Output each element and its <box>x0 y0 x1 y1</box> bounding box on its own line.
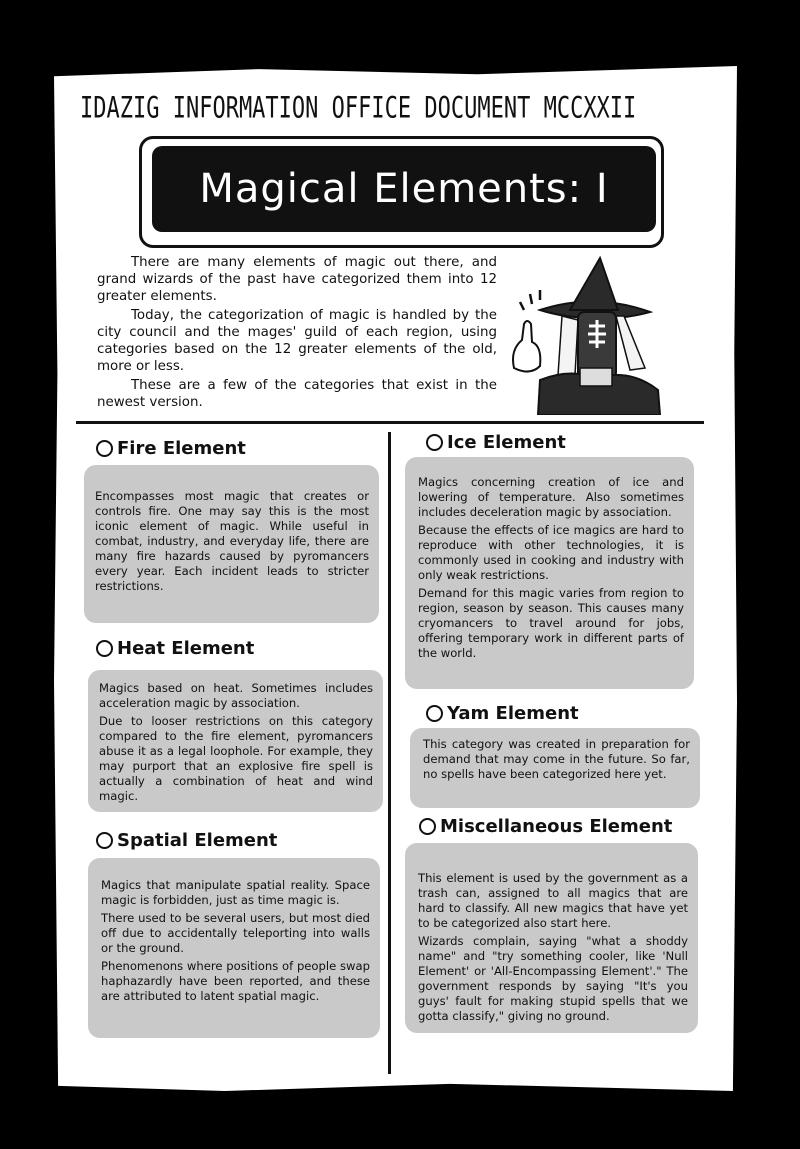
heat-section-box <box>88 670 383 812</box>
spatial-paragraph-2: There used to be several users, but most died off due to accidentally teleporting into walls or the ground. <box>101 911 370 955</box>
spatial-paragraph-3: Phenomenons where positions of people swap haphazardly have been reported, and these are attributed to latent spatial magic. <box>101 959 370 1003</box>
misc-paragraph-1: This element is used by the government as a trash can, assigned to all magics that are hard to classify. All new magics that have yet to be categorized also start here. <box>418 871 688 930</box>
yam-section-heading <box>426 703 579 724</box>
bullet-circle-icon <box>426 434 443 451</box>
fire-section-heading <box>96 438 246 459</box>
ice-section-title: Ice Element <box>447 432 566 453</box>
yam-section-box <box>410 728 700 808</box>
fire-section-title: Fire Element <box>117 438 246 459</box>
heat-paragraph-1: Magics based on heat. Sometimes includes acceleration magic by association. <box>99 681 373 710</box>
intro-paragraph-1: There are many elements of magic out there, and grand wizards of the past have categorized them into 12 greater elements. <box>97 255 497 304</box>
intro-text <box>97 254 497 413</box>
fire-section-box <box>84 465 379 623</box>
fire-paragraph-1: Encompasses most magic that creates or controls fire. One may say this is the most iconic element of magic. While useful in combat, industry, and everyday life, there are many fire hazards caused by pyromancers every year. Each incident leads to stricter restrictions. <box>95 489 369 593</box>
heat-section-title: Heat Element <box>117 638 255 659</box>
wizard-illustration <box>500 250 665 415</box>
misc-paragraph-2: Wizards complain, saying "what a shoddy name" and "try something cooler, like 'Null Element' or 'All-Encompassing Element'." The government responds by saying "It's you guys' fault for making stupid spells that we gotta classify," giving no ground. <box>418 934 688 1023</box>
bullet-circle-icon <box>96 640 113 657</box>
bullet-circle-icon <box>426 705 443 722</box>
horizontal-divider <box>76 421 704 424</box>
document-header-label: IDAZIG INFORMATION OFFICE DOCUMENT MCCXXII <box>80 92 637 126</box>
page-title: Magical Elements: I <box>199 166 609 212</box>
ice-section-box <box>405 457 694 689</box>
yam-paragraph-1: This category was created in preparation for demand that may come in the future. So far, no spells have been categorized here yet. <box>423 737 690 781</box>
bullet-circle-icon <box>96 832 113 849</box>
intro-paragraph-3: These are a few of the categories that exist in the newest version. <box>97 378 497 410</box>
bullet-circle-icon <box>96 440 113 457</box>
ice-paragraph-2: Because the effects of ice magics are hard to reproduce with other technologies, it is commonly used in cooking and industry with only weak restrictions. <box>418 523 684 582</box>
title-banner <box>152 146 656 232</box>
ice-paragraph-1: Magics concerning creation of ice and lowering of temperature. Also sometimes includes deceleration magic by association. <box>418 475 684 519</box>
heat-section-heading <box>96 638 254 659</box>
ice-section-heading <box>426 432 566 453</box>
spatial-paragraph-1: Magics that manipulate spatial reality. Space magic is forbidden, just as time magic is. <box>101 878 370 907</box>
misc-section-box <box>405 843 698 1033</box>
yam-section-title: Yam Element <box>447 703 579 724</box>
ice-paragraph-3: Demand for this magic varies from region to region, season by season. This causes many cryomancers to travel around for jobs, offering temporary work in different parts of the world. <box>418 586 684 660</box>
spatial-section-heading <box>96 830 277 851</box>
spatial-section-title: Spatial Element <box>117 830 278 851</box>
heat-paragraph-2: Due to looser restrictions on this category compared to the fire element, pyromancers abuse it as a legal loophole. For example, they may purport that an explosive fire spell is actually a combination of heat and wind magic. <box>99 714 373 803</box>
misc-section-heading <box>419 816 672 837</box>
intro-paragraph-2: Today, the categorization of magic is handled by the city council and the mages' guild of each region, using categories based on the 12 greater elements of the old, more or less. <box>97 308 497 374</box>
misc-section-title: Miscellaneous Element <box>440 816 673 837</box>
vertical-divider <box>388 432 391 1074</box>
spatial-section-box <box>88 858 380 1038</box>
bullet-circle-icon <box>419 818 436 835</box>
